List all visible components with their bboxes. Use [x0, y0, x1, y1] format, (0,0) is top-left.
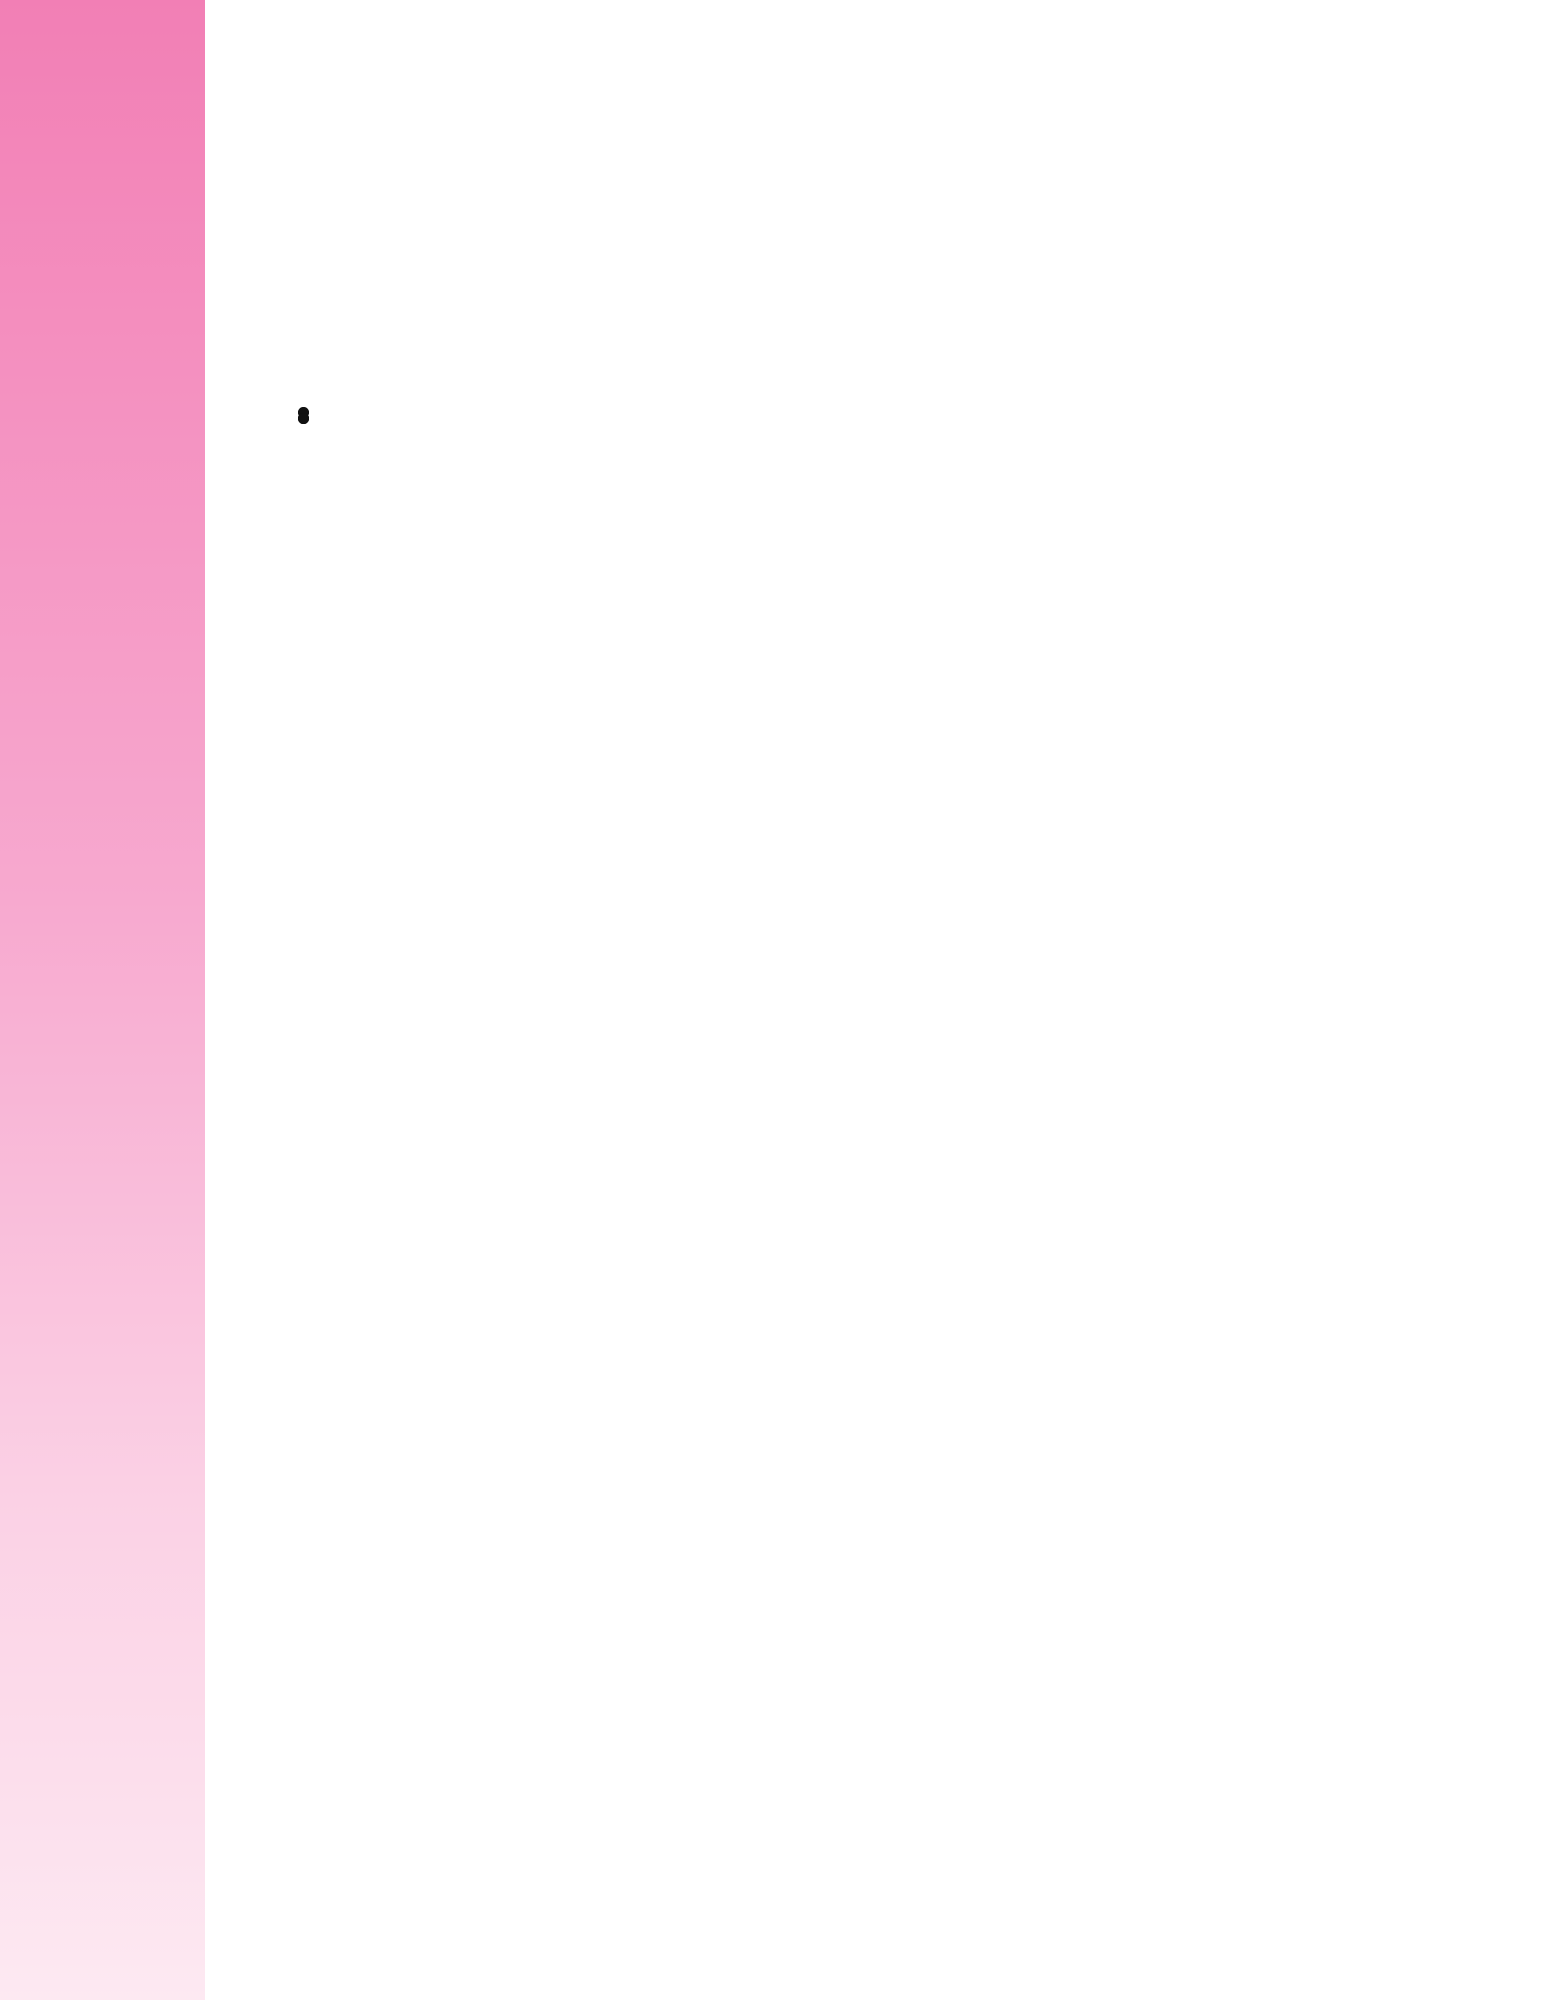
top-pencil-border: [240, 0, 1545, 360]
bottom-pencil-border: [240, 1630, 1545, 2000]
document-body: [281, 378, 1435, 398]
spiral-binding: [0, 0, 205, 2000]
